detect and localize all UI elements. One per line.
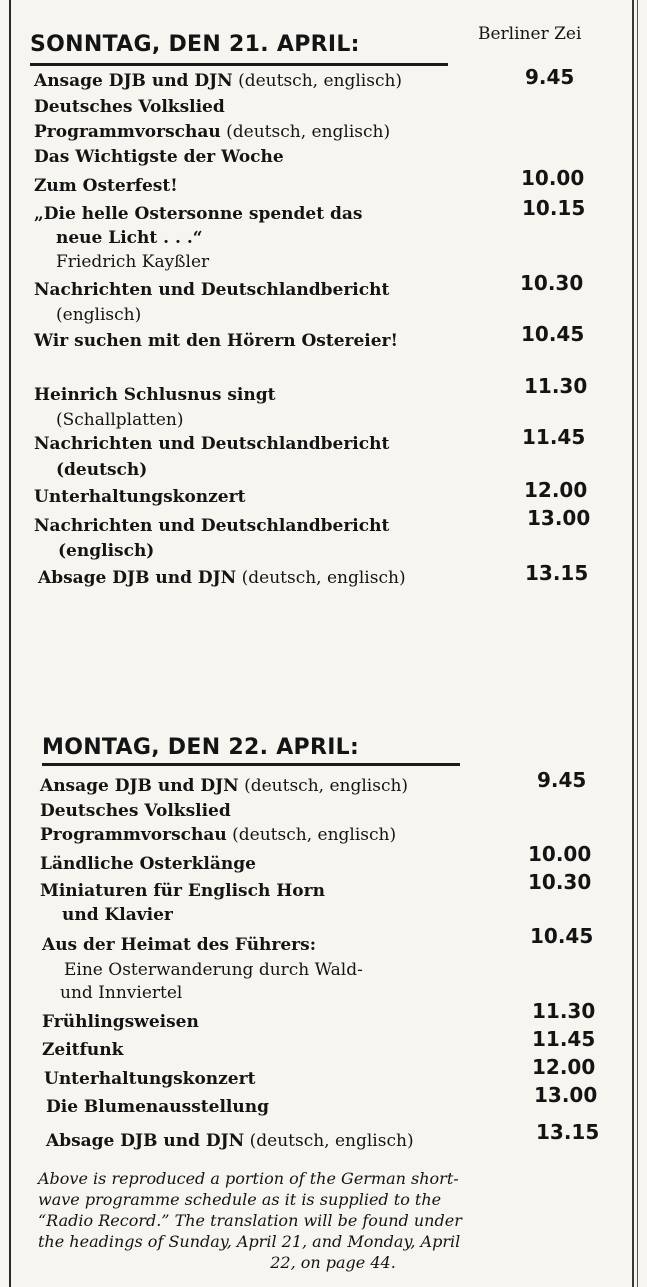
program-title: Nachrichten und Deutschlandbericht [34, 516, 390, 536]
program-time: 10.30 [520, 271, 584, 295]
program-time: 10.30 [528, 870, 592, 894]
program-title: Absage DJB und DJN (deutsch, englisch) [38, 568, 406, 588]
program-title: Ländliche Osterklänge [40, 854, 256, 874]
program-title: Absage DJB und DJN (deutsch, englisch) [46, 1131, 414, 1151]
program-note: (Schallplatten) [56, 410, 184, 430]
program-title: Programmvorschau (deutsch, englisch) [34, 122, 391, 142]
program-description: Eine Osterwanderung durch Wald- [64, 960, 363, 980]
program-title: Programmvorschau (deutsch, englisch) [40, 825, 397, 845]
program-title: Ansage DJB und DJN (deutsch, englisch) [40, 776, 409, 796]
program-language-note: (englisch) [58, 541, 155, 561]
right-border-rule-outer [637, 0, 638, 1287]
program-title: Das Wichtigste der Woche [34, 147, 284, 167]
program-title: Nachrichten und Deutschlandbericht [34, 280, 390, 300]
footnote-line: Above is reproduced a portion of the German short- [38, 1169, 459, 1188]
program-time: 9.45 [525, 65, 575, 89]
program-title: Unterhaltungskonzert [34, 487, 246, 507]
right-border-rule [632, 0, 634, 1287]
program-title: Zum Osterfest! [34, 176, 178, 196]
sunday-heading: SONNTAG, DEN 21. APRIL: [30, 32, 360, 57]
program-title: Die Blumenausstellung [46, 1097, 269, 1117]
program-title: Nachrichten und Deutschlandbericht [34, 434, 390, 454]
program-time: 11.45 [522, 425, 586, 449]
program-title: Heinrich Schlusnus singt [34, 385, 276, 405]
monday-heading: MONTAG, DEN 22. APRIL: [42, 735, 360, 760]
program-title: Aus der Heimat des Führers: [42, 935, 316, 955]
program-title: „Die helle Ostersonne spendet das [34, 204, 363, 224]
program-description: und Innviertel [60, 983, 183, 1003]
program-time: 10.00 [521, 166, 585, 190]
program-language-note: (englisch) [56, 305, 142, 325]
footnote-line: the headings of Sunday, April 21, and Monday, April [38, 1232, 461, 1251]
program-performer: Friedrich Kayßler [56, 252, 210, 272]
program-time: 11.30 [524, 374, 588, 398]
monday-heading-rule [42, 763, 460, 766]
program-time: 11.45 [532, 1027, 596, 1051]
footnote-line: 22, on page 44. [270, 1253, 396, 1272]
program-title-continued: und Klavier [62, 905, 173, 925]
sunday-heading-rule [30, 63, 448, 66]
program-title: Wir suchen mit den Hörern Ostereier! [34, 331, 398, 351]
program-time: 10.45 [530, 924, 594, 948]
program-time: 10.00 [528, 842, 592, 866]
program-time: 13.15 [525, 561, 589, 585]
footnote-line: “Radio Record.” The translation will be found under [38, 1211, 462, 1230]
program-title: Unterhaltungskonzert [44, 1069, 256, 1089]
translation-footnote [38, 1168, 628, 1273]
program-title: Zeitfunk [42, 1040, 124, 1060]
timezone-label: Berliner Zei [478, 24, 582, 44]
footnote-line: wave programme schedule as it is supplied to the [38, 1190, 442, 1209]
left-border-rule [9, 0, 11, 1287]
program-time: 10.15 [522, 196, 586, 220]
program-title: Deutsches Volkslied [40, 801, 231, 821]
program-time: 9.45 [537, 768, 587, 792]
program-time: 13.00 [534, 1083, 598, 1107]
program-time: 12.00 [532, 1055, 596, 1079]
program-language-note: (deutsch) [56, 460, 148, 480]
program-time: 13.00 [527, 506, 591, 530]
program-time: 11.30 [532, 999, 596, 1023]
program-time: 12.00 [524, 478, 588, 502]
program-title-continued: neue Licht . . .“ [56, 228, 203, 248]
program-title: Deutsches Volkslied [34, 97, 225, 117]
program-title: Miniaturen für Englisch Horn [40, 881, 325, 901]
program-title: Ansage DJB und DJN (deutsch, englisch) [34, 71, 403, 91]
program-time: 13.15 [536, 1120, 600, 1144]
program-title: Frühlingsweisen [42, 1012, 199, 1032]
program-time: 10.45 [521, 322, 585, 346]
